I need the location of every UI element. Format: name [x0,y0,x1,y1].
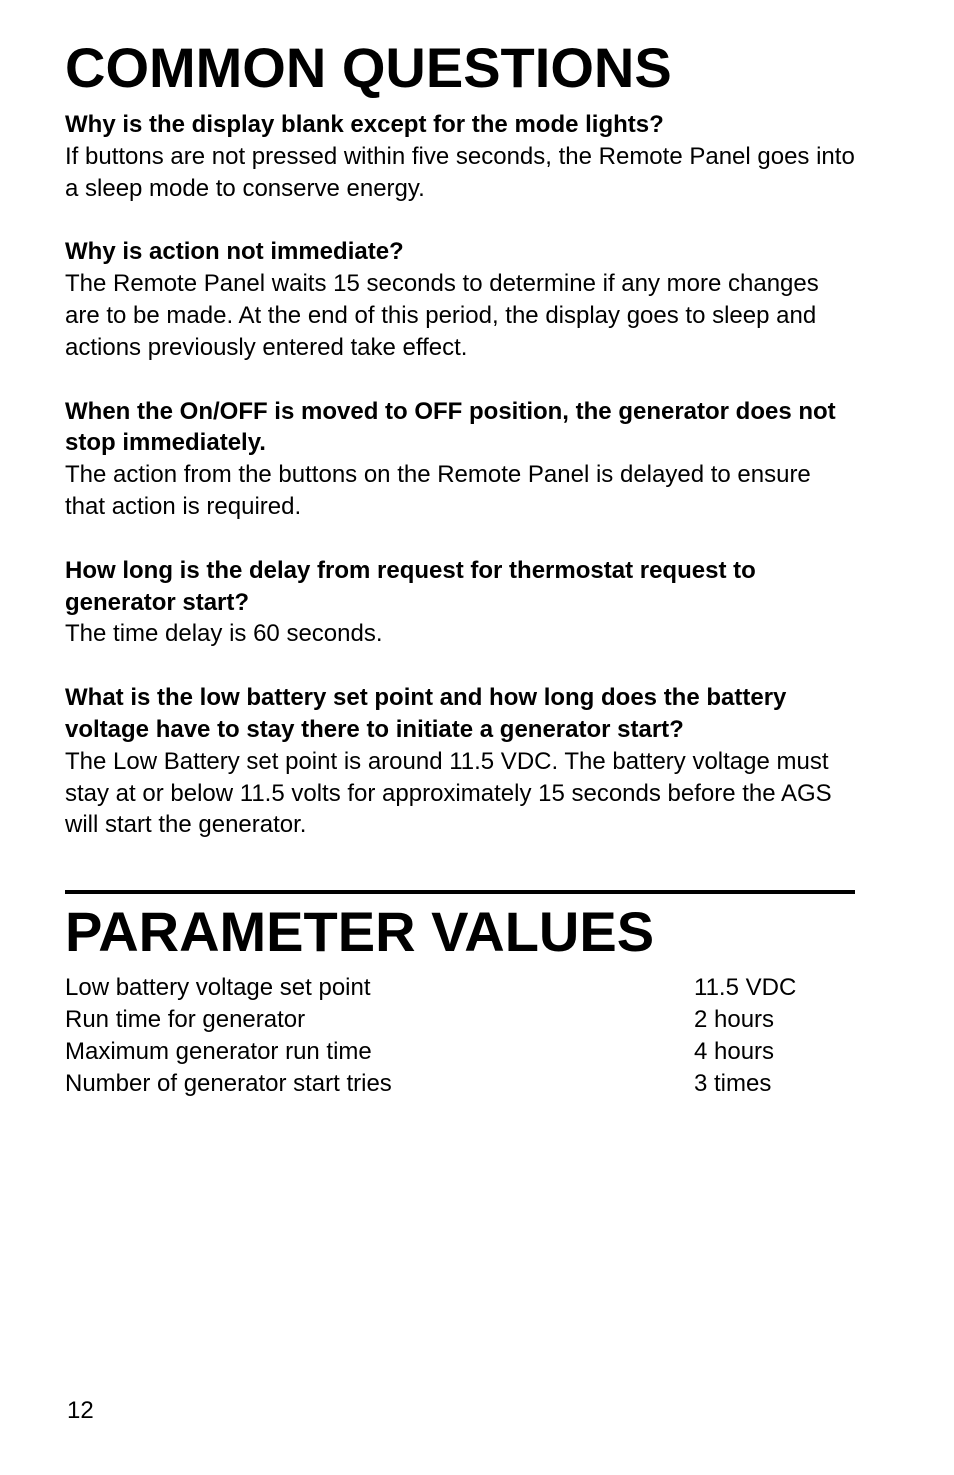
faq-question: What is the low battery set point and how long does the battery voltage have to stay there to initiate a generator start? [65,684,787,743]
parameter-label: Maximum generator run time [65,1038,372,1065]
faq-answer: The Low Battery set point is around 11.5 VDC. The battery voltage must stay at or below 11.5 volts for approximately 15 seconds before the AGS will start the generator. [65,747,832,839]
parameter-row [65,1068,855,1100]
parameter-row [65,1036,855,1068]
faq-question: How long is the delay from request for thermostat request to generator start? [65,556,756,616]
faq-answer: The action from the buttons on the Remote Panel is delayed to ensure that action is required. [65,461,811,520]
parameter-value: 11.5 VDC [694,974,797,1001]
faq-question: Why is the display blank except for the mode lights? [65,111,664,138]
faq-item [65,396,855,523]
faq-answer: If buttons are not pressed within five seconds, the Remote Panel goes into a sleep mode to conserve energy. [65,142,855,202]
parameter-table [65,972,855,1100]
parameter-label: Low battery voltage set point [65,974,371,1001]
faq-item [65,109,855,204]
parameter-label: Run time for generator [65,1006,306,1033]
faq-item [65,682,855,841]
faq-answer: The time delay is 60 seconds. [65,620,383,648]
parameter-row [65,972,855,1004]
parameter-value: 4 hours [694,1038,775,1065]
parameter-label: Number of generator start tries [65,1070,392,1097]
parameter-value: 3 times [694,1070,772,1097]
parameter-row [65,1004,855,1036]
faq-item [65,236,855,363]
faq-answer: The Remote Panel waits 15 seconds to determine if any more changes are to be made. At the end of this period, the display goes to sleep and actions previously entered take effect. [65,270,819,361]
faq-item [65,555,855,650]
faq-question: When the On/OFF is moved to OFF position, the generator does not stop immediately. [65,397,836,457]
faq-list [65,109,855,873]
parameter-values-title: PARAMETER VALUES [65,900,655,963]
section-divider [65,890,855,894]
faq-question: Why is action not immediate? [65,238,404,266]
common-questions-title: COMMON QUESTIONS [65,36,672,99]
page-number: 12 [67,1397,94,1424]
parameter-value: 2 hours [694,1006,775,1033]
